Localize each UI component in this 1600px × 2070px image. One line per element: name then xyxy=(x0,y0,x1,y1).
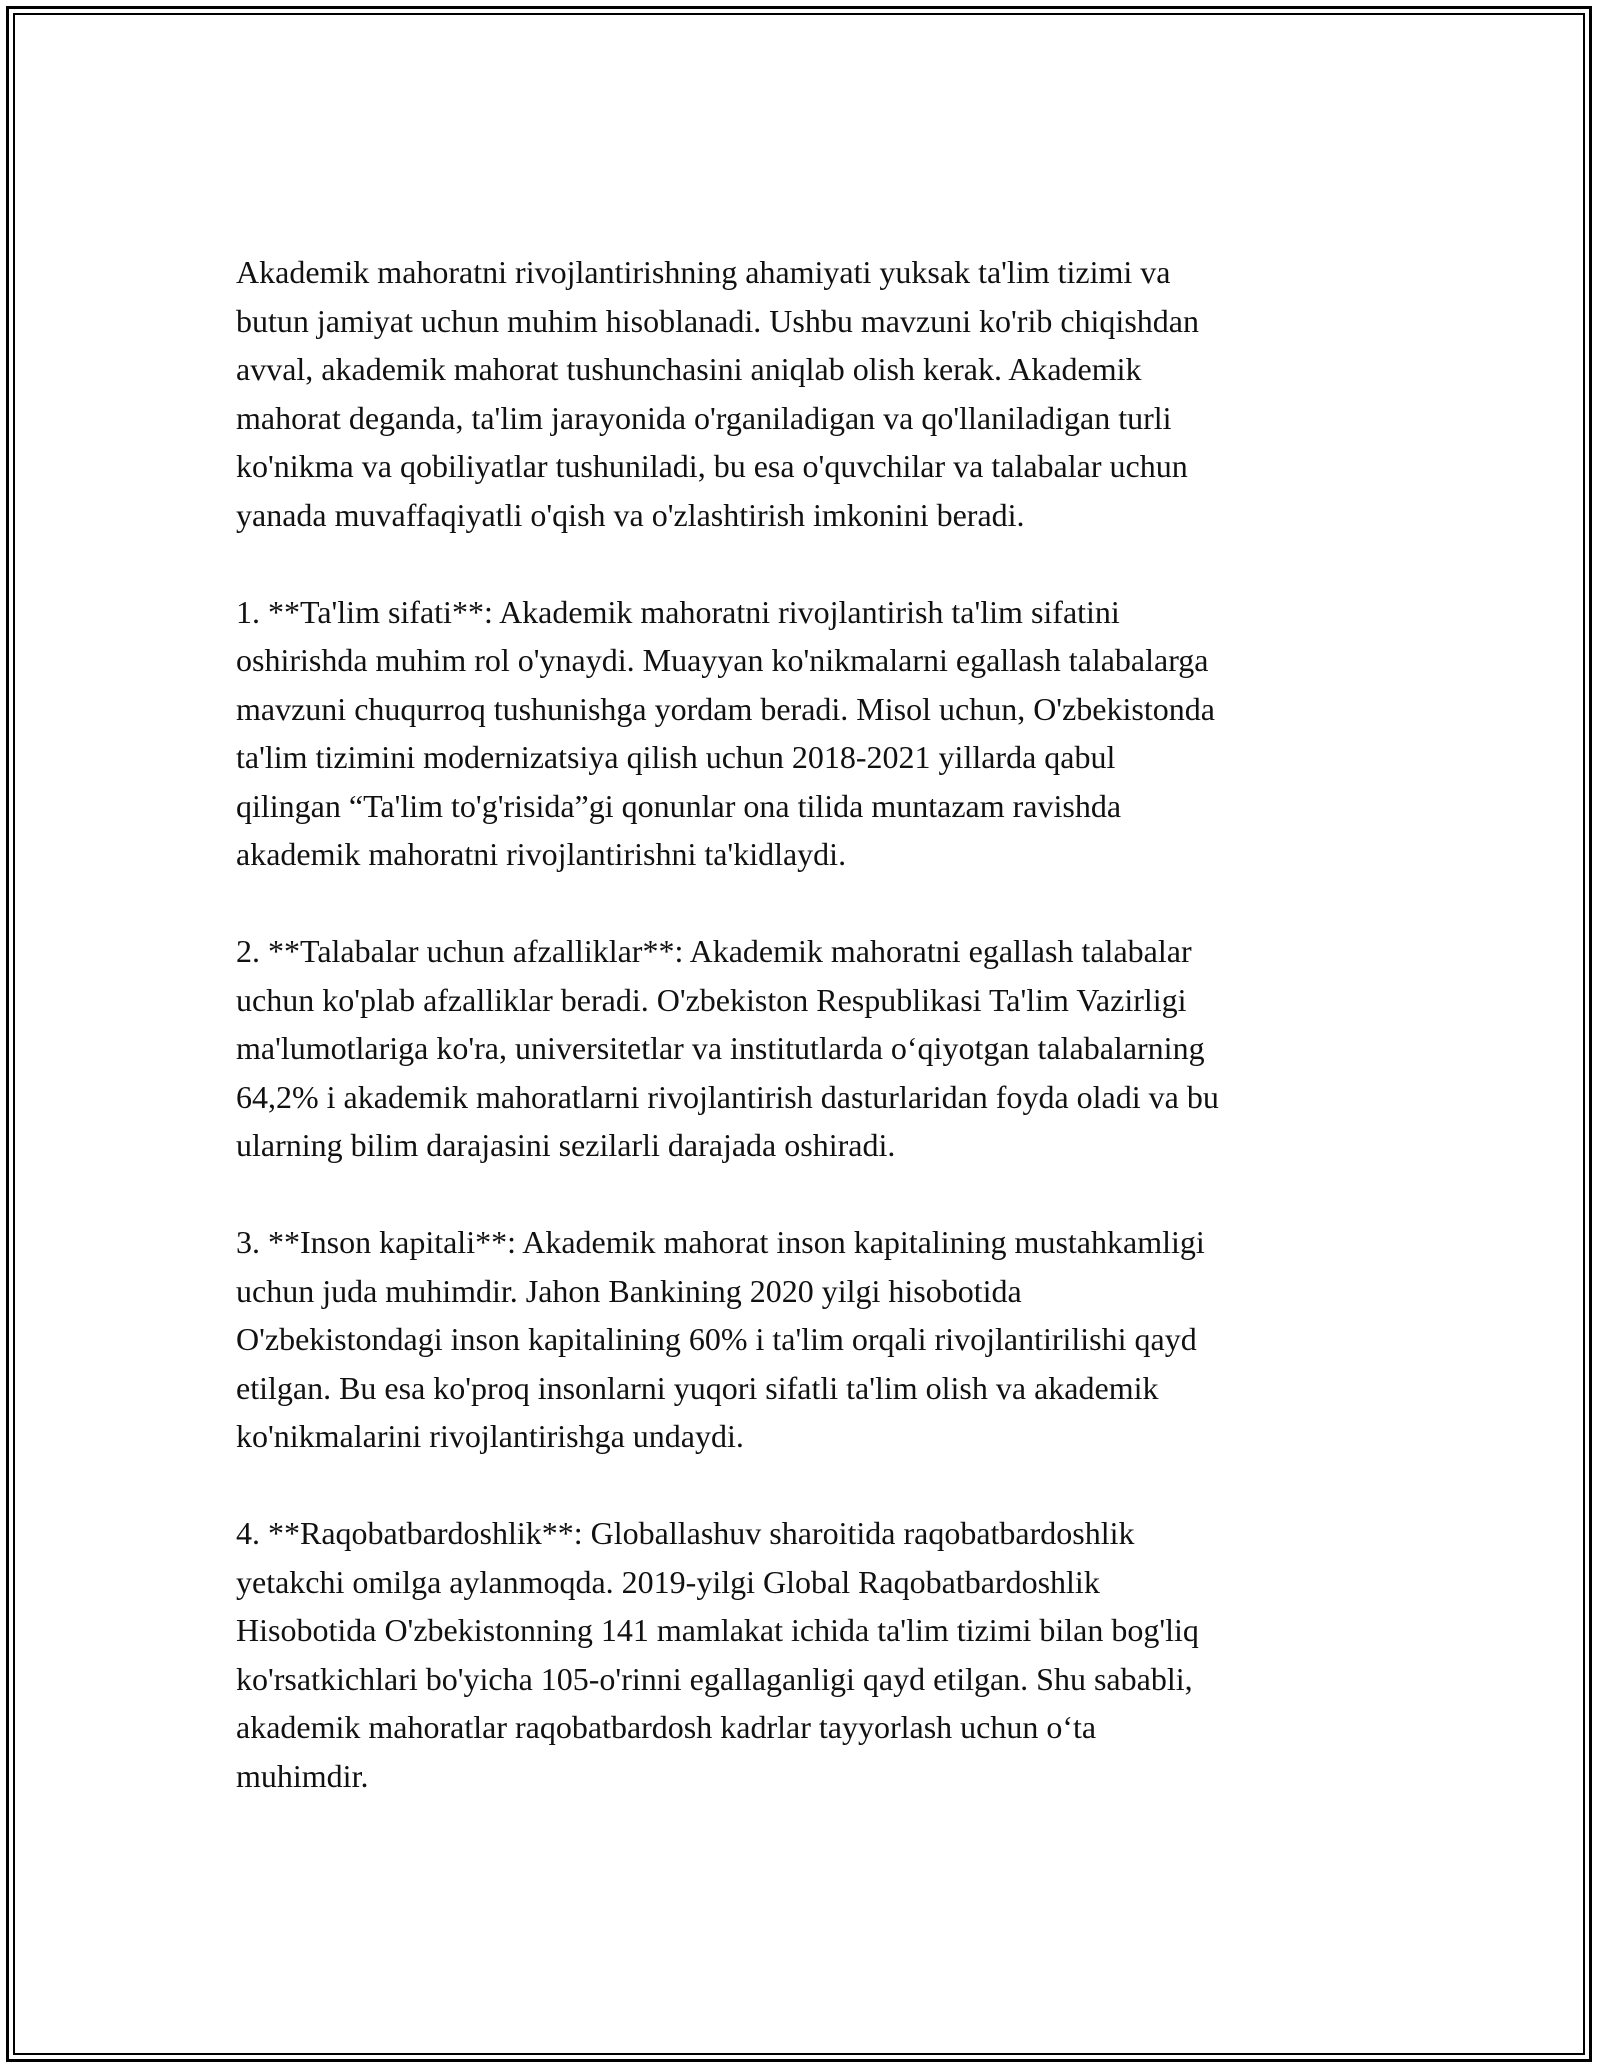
intro-paragraph: Akademik mahoratni rivojlantirishning ahamiyati yuksak ta'lim tizimi va butun jamiyat uchun muhim hisoblanadi. Ushbu mavzuni ko'rib chiqishdan avval, akademik mahorat tushunchasini aniqlab olish kerak. Akademik mahorat deganda, ta'lim jarayonida o'rganiladigan va qo'llaniladigan turli ko'nikma va qobiliyatlar tushuniladi, bu esa o'quvchilar va talabalar uchun yanada muvaffaqiyatli o'qish va o'zlashtirish imkonini beradi. xyxy=(236,254,1199,533)
point-1-paragraph: 1. **Ta'lim sifati**: Akademik mahoratni rivojlantirish ta'lim sifatini oshirishda muhim rol o'ynaydi. Muayyan ko'nikmalarni egallash talabalarga mavzuni chuqurroq tushunishga yordam beradi. Misol uchun, O'zbekistonda ta'lim tizimini modernizatsiya qilish uchun 2018-2021 yillarda qabul qilingan “Ta'lim to'g'risida”gi qonunlar ona tilida muntazam ravishda akademik mahoratni rivojlantirishni ta'kidlaydi. xyxy=(236,593,1215,872)
point-4-paragraph: 4. **Raqobatbardoshlik**: Globallashuv sharoitida raqobatbardoshlik yetakchi omilga aylanmoqda. 2019-yilgi Global Raqobatbardoshlik Hisobotida O'zbekistonning 141 mamlakat ichida ta'lim tizimi bilan bog'liq ko'rsatkichlari bo'yicha 105-o'rinni egallaganligi qayd etilgan. Shu sababli, akademik mahoratlar raqobatbardosh kadrlar tayyorlash uchun o‘ta muhimdir. xyxy=(236,1515,1199,1794)
document-body xyxy=(236,248,1366,1800)
point-3-paragraph: 3. **Inson kapitali**: Akademik mahorat inson kapitalining mustahkamligi uchun juda muhimdir. Jahon Bankining 2020 yilgi hisobotida O'zbekistondagi inson kapitalining 60% i ta'lim orqali rivojlantirilishi qayd etilgan. Bu esa ko'proq insonlarni yuqori sifatli ta'lim olish va akademik ko'nikmalarini rivojlantirishga undaydi. xyxy=(236,1224,1205,1454)
point-2-paragraph: 2. **Talabalar uchun afzalliklar**: Akademik mahoratni egallash talabalar uchun ko'plab afzalliklar beradi. O'zbekiston Respublikasi Ta'lim Vazirligi ma'lumotlariga ko'ra, universitetlar va institutlarda o‘qiyotgan talabalarning 64,2% i akademik mahoratlarni rivojlantirish dasturlaridan foyda oladi va bu ularning bilim darajasini sezilarli darajada oshiradi. xyxy=(236,933,1219,1163)
